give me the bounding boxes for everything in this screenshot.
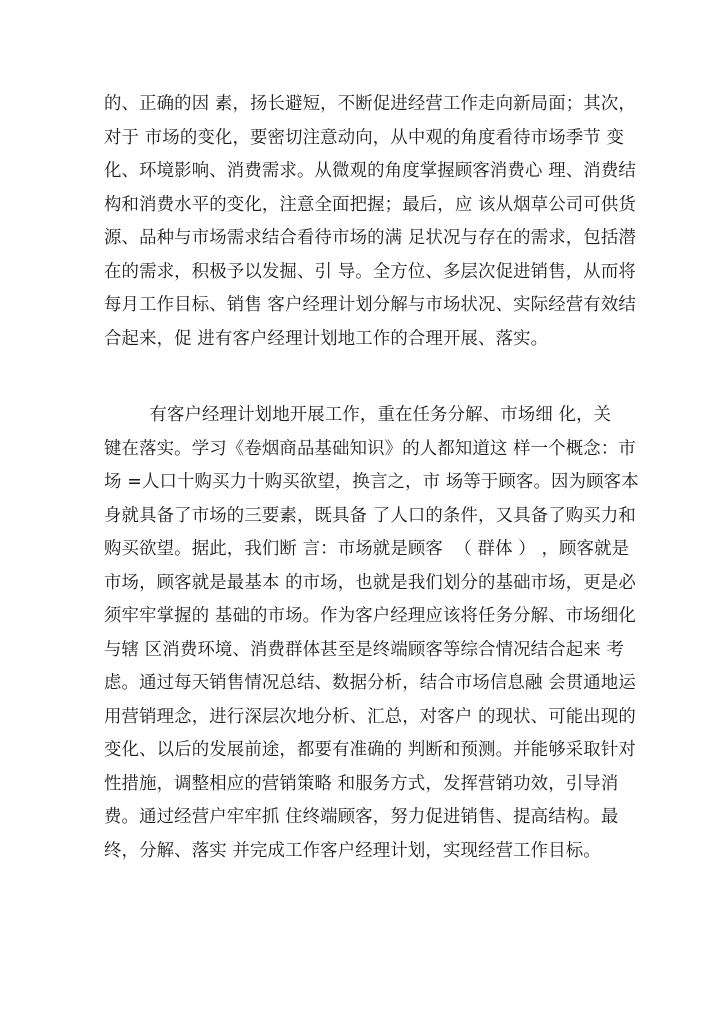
text-line: 终，分解、落实 并完成工作客户经理计划，实现经营工作目标。 (104, 840, 601, 861)
paragraph-2 (104, 399, 639, 868)
text-line: 变化、以后的发展前途，都要有准确的 判断和预测。并能够采取针对 (104, 740, 636, 760)
text-line: 须牢牢掌握的 基础的市场。作为客户经理应该将任务分解、市场细化 (104, 606, 636, 626)
text-line: 在的需求，积极予以发掘、引 导。全方位、多层次促进销售，从而将 (104, 261, 636, 282)
text-line: 键在落实。学习《卷烟商品基础知识》的人都知道这 样一个概念：市 (104, 438, 636, 459)
paragraph-1 (104, 88, 636, 356)
text-line: 虑。通过每天销售情况总结、数据分析，结合市场信息融 会贯通地运 (104, 673, 636, 693)
text-line: 对于 市场的变化，要密切注意动向，从中观的角度看待市场季节 变 (104, 127, 625, 148)
text-line: 源、品种与市场需求结合看待市场的满 足状况与存在的需求，包括潜 (104, 228, 636, 248)
text-line: 市场，顾客就是最基本 的市场，也就是我们划分的基础市场，更是必 (104, 572, 636, 593)
text-line: 购买欲望。据此，我们断 言：市场就是顾客 （ 群体 ） ，顾客就是 (104, 539, 630, 559)
text-line: 与辖 区消费环境、消费群体甚至是终端顾客等综合情况结合起来 考 (104, 639, 625, 660)
text-line: 的、正确的因 素，扬长避短，不断促进经营工作走向新局面；其次， (104, 94, 636, 114)
text-line: 费。通过经营户牢牢抓 住终端顾客，努力促进销售、提高结构。最 (104, 807, 619, 827)
text-line: 身就具备了市场的三要素，既具备 了人口的条件，又具备了购买力和 (104, 505, 636, 526)
text-line: 性措施，调整相应的营销策略 和服务方式，发挥营销功效，引导消 (104, 773, 619, 794)
text-line: 有客户经理计划地开展工作，重在任务分解、市场细 化，关 (104, 405, 612, 425)
text-line: 构和消费水平的变化，注意全面把握；最后，应 该从烟草公司可供货 (104, 194, 636, 215)
text-line: 每月工作目标、销售 客户经理计划分解与市场状况、实际经营有效结 (104, 295, 636, 315)
text-line: 合起来，促 进有客户经理计划地工作的合理开展、落实。 (104, 328, 549, 349)
text-line: 用营销理念，进行深层次地分析、汇总，对客户 的现状、可能出现的 (104, 706, 636, 727)
text-line: 化、环境影响、消费需求。从微观的角度掌握顾客消费心 理、消费结 (104, 161, 636, 181)
text-line: 场 =人口十购买力十购买欲望，换言之，市 场等于顾客。因为顾客本 (104, 472, 639, 492)
